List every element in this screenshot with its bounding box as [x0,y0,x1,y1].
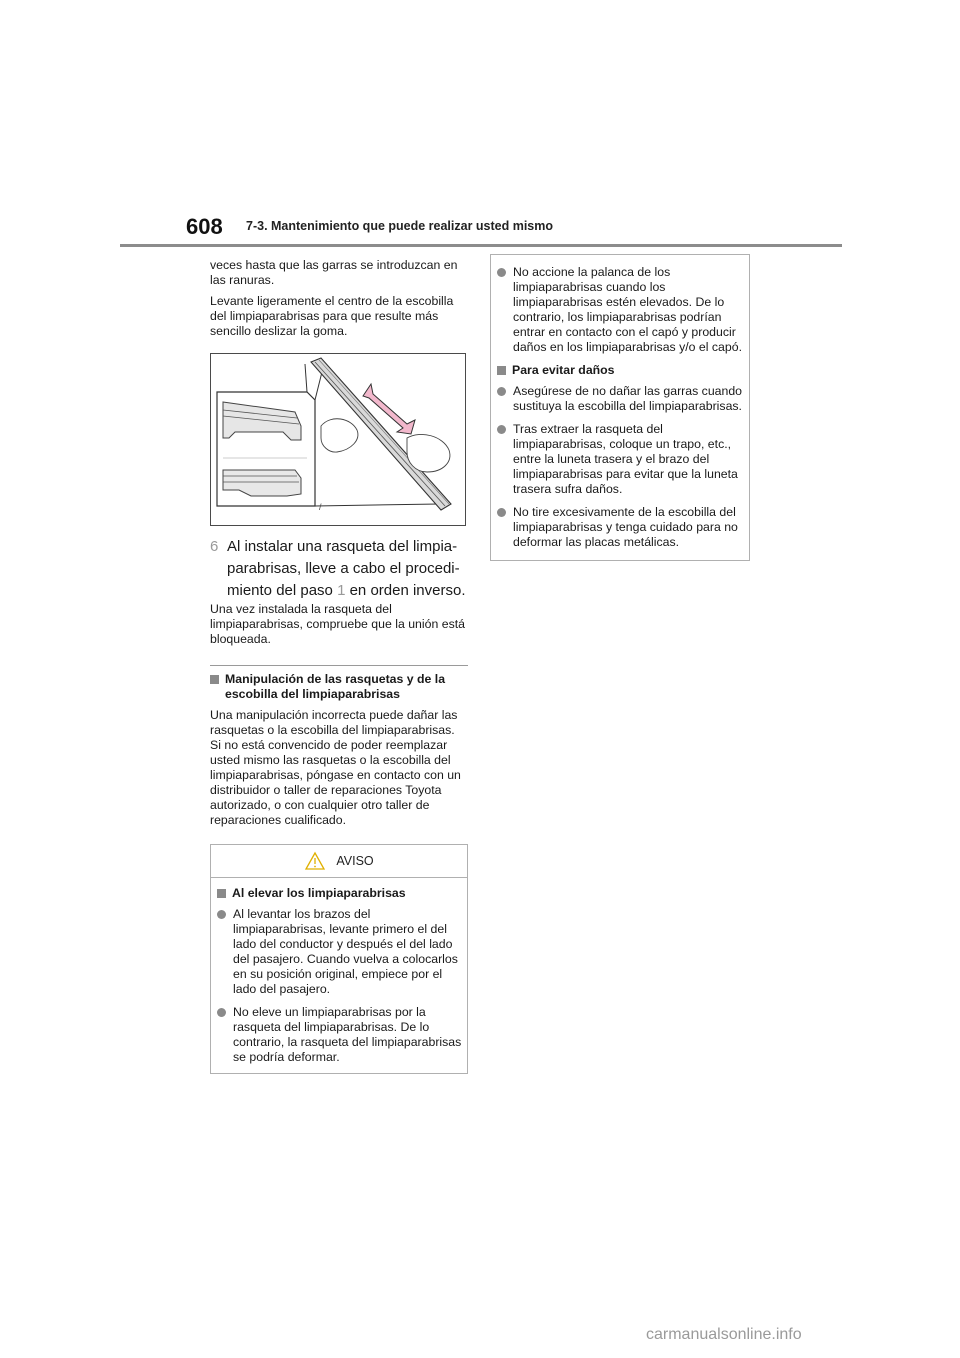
warning-bullet: No tire excesivamente de la escobilla del limpiaparabrisas y tenga cuidado para no deformar las placas metálicas. [497,505,745,550]
warning-header [211,845,467,878]
step-number: 6 [210,538,219,555]
handling-heading: Manipulación de las rasquetas y de la escobilla del limpiaparabrisas [210,672,468,702]
step-6 [210,536,468,602]
round-bullet-icon [497,387,506,396]
continued-paragraph: veces hasta que las garras se introduzcan en las ranuras. [210,258,458,287]
warning-heading: Al elevar los limpiaparabrisas [217,886,463,901]
wiper-figure [210,353,466,526]
header-rule [120,244,842,247]
warning-bullet: Tras extraer la rasqueta del limpiaparabrisas, coloque un trapo, etc., entre la luneta trasera y el brazo del limpiaparabrisas para evitar que la luneta trasera sufra daños. [497,422,745,497]
warning-bullet: No eleve un limpiaparabrisas por la rasqueta del limpiaparabrisas. De lo contrario, la rasqueta del limpiaparabrisas se podría deformar. [217,1005,463,1065]
warning-continuation-box [490,254,750,561]
warning-bullet: Asegúrese de no dañar las garras cuando sustituya la escobilla del limpiaparabrisas. [497,384,745,414]
right-column [490,254,750,561]
svg-text:/: / [319,502,322,512]
page-number: 608 [186,214,223,239]
warning-title: AVISO [336,854,374,868]
square-bullet-icon [210,675,219,684]
step-reference: 1 [337,582,346,599]
footer-watermark: carmanualsonline.info [646,1326,802,1343]
round-bullet-icon [497,508,506,517]
left-column [210,258,468,1074]
handling-body: Una manipulación incorrecta puede dañar las rasquetas o la escobilla del limpiaparabrisas. Si no está convencido de poder reemplazar usted mismo las rasquetas o la escobilla del limpiaparabrisas, póngase en contacto con un distribuidor o taller de reparaciones Toyota autorizado, o con cualquier otro taller de reparaciones cualificado. [210,708,461,827]
round-bullet-icon [217,1008,226,1017]
warning-bullet: Al levantar los brazos del limpiaparabrisas, levante primero el del lado del conductor y después el del lado del pasajero. Cuando vuelva a colocarlos en su posición original, empiece por el lado del pasajero. [217,907,463,997]
warning-body [211,878,467,1065]
warning-bullet: No accione la palanca de los limpiaparabrisas cuando los limpiaparabrisas estén elevados. De lo contrario, los limpiaparabrisas podrían entrar en contacto con el capó y producir daños en los limpiaparabrisas y/o el capó. [497,265,745,355]
step-text: Al instalar una rasqueta del limpia-parabrisas, lleve a cabo el procedi-miento del paso 1 en orden inverso. [227,538,466,599]
section-divider [210,665,468,666]
avoid-damage-heading: Para evitar daños [497,363,745,378]
lift-blade-paragraph: Levante ligeramente el centro de la escobilla del limpiaparabrisas para que resulte más sencillo deslizar la goma. [210,294,454,338]
step-note: Una vez instalada la rasqueta del limpiaparabrisas, compruebe que la unión está bloqueada. [210,602,465,646]
round-bullet-icon [497,268,506,277]
square-bullet-icon [497,366,506,375]
wiper-illustration [211,354,465,525]
warning-triangle-icon [304,851,326,871]
section-title: 7-3. Mantenimiento que puede realizar usted mismo [246,219,554,233]
round-bullet-icon [217,910,226,919]
warning-box [210,844,468,1074]
round-bullet-icon [497,425,506,434]
square-bullet-icon [217,889,226,898]
